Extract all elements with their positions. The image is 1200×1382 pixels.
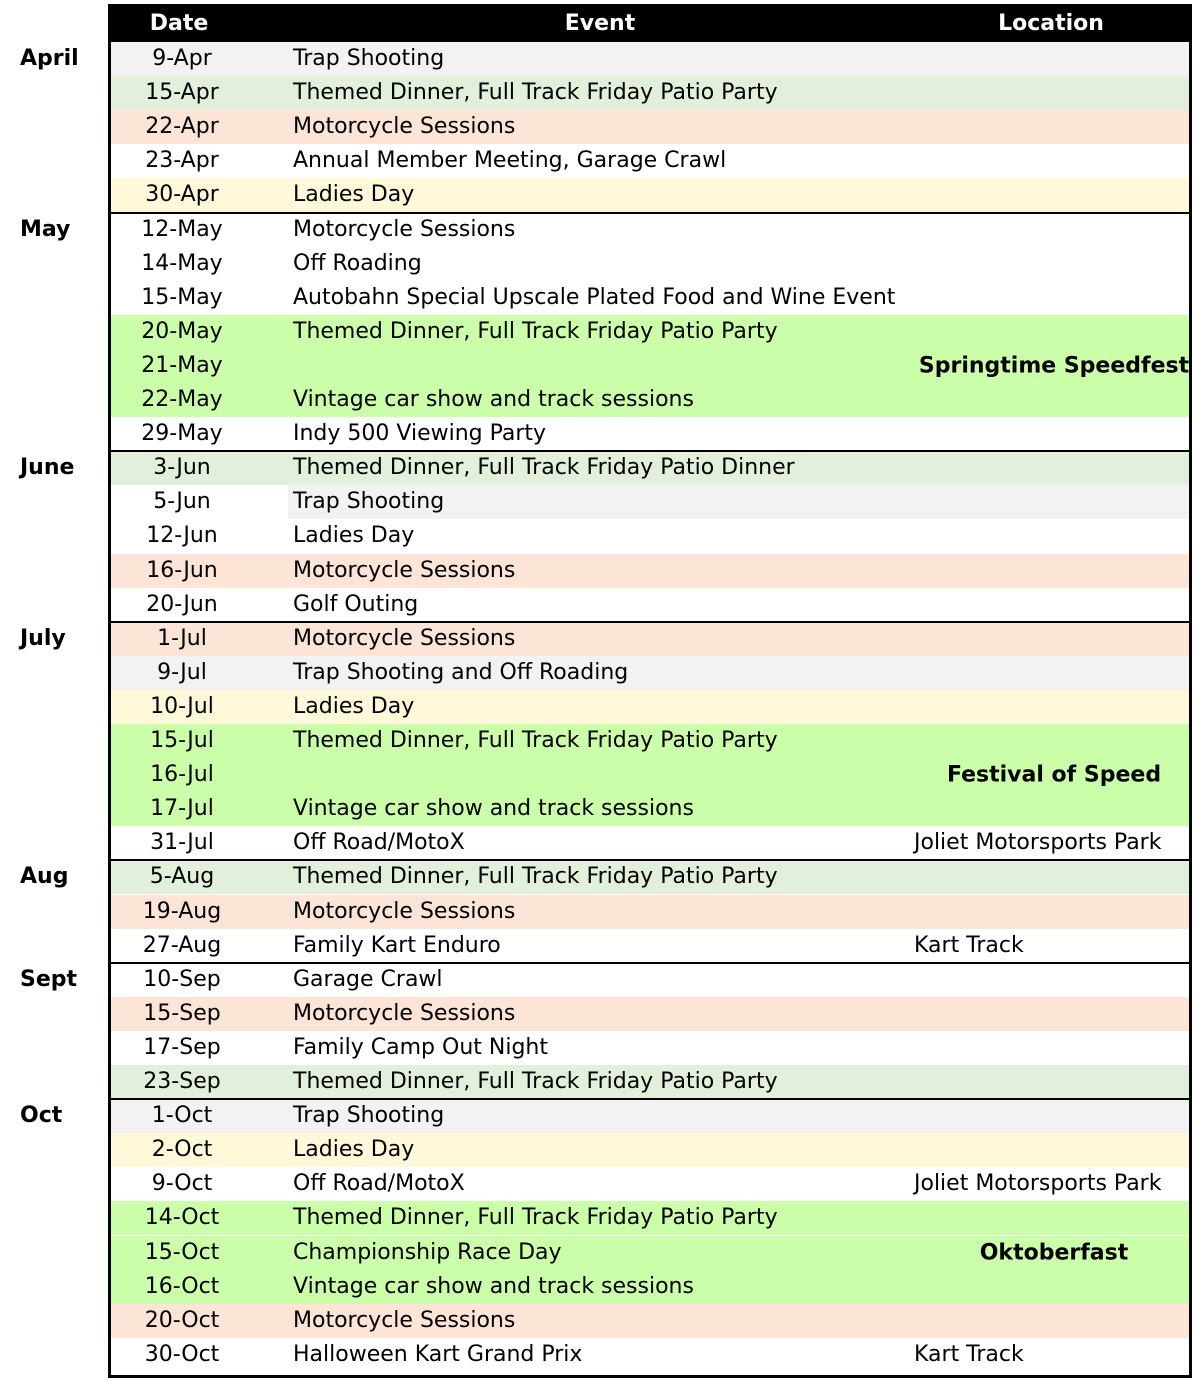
event-date: 9-Apr [152, 46, 212, 71]
special-event-block [111, 315, 1189, 417]
month-label: Sept [20, 966, 78, 992]
event-date: 23-Sep [143, 1069, 221, 1094]
table-row [111, 213, 1189, 247]
event-name: Off Road/MotoX [293, 1171, 465, 1197]
table-row [111, 485, 1189, 519]
event-name: Autobahn Special Upscale Plated Food and Wine Event [293, 284, 896, 310]
event-date: 15-Oct [144, 1239, 220, 1265]
event-date: 1-Jul [157, 625, 207, 651]
table-row [111, 656, 1189, 690]
event-name: Motorcycle Sessions [293, 114, 516, 140]
month-label: July [20, 625, 66, 651]
event-date: 17-Sep [143, 1034, 221, 1060]
event-date: 21-May [141, 352, 223, 378]
event-name: Indy 500 Viewing Party [293, 421, 547, 447]
event-date: 14-May [141, 250, 223, 276]
table-row [111, 247, 1189, 281]
table-row [111, 519, 1189, 553]
event-date: 9-Oct [151, 1171, 213, 1197]
event-name: Family Kart Enduro [293, 932, 501, 958]
table-header [108, 4, 1192, 42]
event-date: 30-Oct [144, 1341, 220, 1367]
special-event-label: Springtime Speedfest [918, 353, 1190, 379]
event-name: Motorcycle Sessions [293, 625, 516, 651]
event-date: 15-Sep [143, 1000, 221, 1026]
event-name: Trap Shooting [293, 1103, 445, 1129]
event-name: Garage Crawl [293, 966, 443, 992]
event-name: Trap Shooting and Off Roading [293, 659, 629, 685]
special-event-block [111, 1201, 1189, 1303]
event-date: 9-Jul [157, 659, 207, 685]
table-row [111, 144, 1189, 178]
event-name: Ladies Day [293, 693, 415, 719]
table-row [111, 178, 1189, 212]
event-date: 23-Apr [145, 148, 219, 174]
special-event-label: Festival of Speed [946, 762, 1162, 788]
event-date: 2-Oct [151, 1137, 213, 1163]
event-date: 20-Jun [146, 591, 218, 617]
event-location: Kart Track [914, 932, 1024, 958]
event-name: Vintage car show and track sessions [293, 387, 694, 412]
event-name: Motorcycle Sessions [293, 216, 516, 242]
event-date: 19-Aug [142, 898, 222, 924]
event-date: 30-Apr [145, 182, 219, 208]
event-name: Motorcycle Sessions [293, 1307, 516, 1333]
event-date: 5-Aug [149, 864, 215, 890]
table-row [111, 860, 1189, 894]
event-date: 14-Oct [144, 1205, 220, 1231]
table-row [111, 622, 1189, 656]
event-name: Halloween Kart Grand Prix [293, 1341, 583, 1367]
table-row [111, 281, 1189, 315]
event-date: 12-Jun [146, 523, 218, 549]
event-name: Motorcycle Sessions [293, 1000, 516, 1026]
event-name: Championship Race Day [293, 1239, 562, 1265]
table-row [111, 1031, 1189, 1065]
event-location: Joliet Motorsports Park [914, 1171, 1162, 1197]
event-name: Themed Dinner, Full Track Friday Patio Dinner [293, 455, 795, 481]
event-name: Vintage car show and track sessions [293, 1273, 694, 1299]
table-row [111, 1167, 1189, 1201]
table-row [111, 1133, 1189, 1167]
event-date: 29-May [141, 421, 223, 447]
event-name: Off Roading [293, 250, 422, 276]
table-row [111, 42, 1189, 76]
month-divider [108, 621, 1192, 623]
table-row [111, 690, 1189, 724]
event-date: 20-Oct [144, 1307, 220, 1333]
table-row [111, 588, 1189, 622]
event-date: 22-May [141, 387, 223, 412]
event-date: 16-Oct [144, 1273, 220, 1299]
event-date: 16-Jun [146, 557, 218, 583]
table-row [111, 929, 1189, 963]
event-name: Vintage car show and track sessions [293, 796, 694, 822]
table-row [111, 1338, 1189, 1372]
event-date: 15-May [141, 284, 223, 310]
event-date: 16-Jul [150, 762, 214, 788]
event-name: Themed Dinner, Full Track Friday Patio Party [293, 318, 778, 344]
event-date: 27-Aug [142, 932, 222, 958]
month-divider [108, 962, 1192, 964]
event-name: Golf Outing [293, 591, 419, 617]
table-row [111, 1099, 1189, 1133]
event-name: Trap Shooting [288, 485, 1189, 519]
month-divider [108, 212, 1192, 214]
table-row [111, 997, 1189, 1031]
header-date: Date [149, 11, 209, 36]
month-divider [108, 859, 1192, 861]
event-date: 1-Oct [151, 1103, 213, 1129]
table-row [111, 895, 1189, 929]
table-row [111, 554, 1189, 588]
event-location: Joliet Motorsports Park [914, 830, 1162, 856]
month-label: June [20, 455, 75, 481]
month-label: April [20, 46, 79, 71]
table-row [111, 1065, 1189, 1099]
event-date: 3-Jun [153, 455, 211, 481]
event-name: Motorcycle Sessions [293, 557, 516, 583]
table-row [111, 963, 1189, 997]
event-name: Ladies Day [293, 523, 415, 549]
event-date: 22-Apr [145, 114, 219, 140]
event-location: Kart Track [914, 1341, 1024, 1367]
event-date: 5-Jun [153, 489, 211, 515]
table-row [111, 451, 1189, 485]
event-date: 10-Jul [150, 693, 214, 719]
event-date: 31-Jul [150, 830, 214, 856]
event-name: Trap Shooting [293, 46, 445, 71]
month-label: May [20, 216, 71, 242]
table-row [111, 417, 1189, 451]
event-date: 20-May [141, 318, 223, 344]
table-row [111, 1304, 1189, 1338]
event-date: 15-Apr [145, 80, 219, 106]
table-row [111, 76, 1189, 110]
event-name: Themed Dinner, Full Track Friday Patio Party [293, 1069, 778, 1094]
special-event-block [111, 724, 1189, 826]
event-date: 10-Sep [143, 966, 221, 992]
event-name: Motorcycle Sessions [293, 898, 516, 924]
event-name: Family Camp Out Night [293, 1034, 548, 1060]
month-label: Aug [20, 864, 69, 890]
event-name: Ladies Day [293, 182, 415, 208]
table-row [111, 826, 1189, 860]
event-name: Themed Dinner, Full Track Friday Patio Party [293, 80, 778, 106]
special-event-label: Oktoberfast [979, 1240, 1129, 1266]
event-name: Annual Member Meeting, Garage Crawl [293, 148, 727, 174]
event-date: 17-Jul [150, 796, 214, 822]
event-date: 12-May [141, 216, 223, 242]
event-date: 15-Jul [150, 728, 214, 753]
month-label: Oct [20, 1103, 63, 1129]
header-event: Event [564, 11, 636, 36]
event-name: Themed Dinner, Full Track Friday Patio Party [293, 864, 778, 890]
event-name: Ladies Day [293, 1137, 415, 1163]
header-location: Location [998, 11, 1104, 36]
month-divider [108, 450, 1192, 452]
event-name: Themed Dinner, Full Track Friday Patio Party [293, 1205, 778, 1231]
event-name: Off Road/MotoX [293, 830, 465, 856]
event-name: Themed Dinner, Full Track Friday Patio Party [293, 728, 778, 753]
table-row [111, 110, 1189, 144]
month-divider [108, 1098, 1192, 1100]
